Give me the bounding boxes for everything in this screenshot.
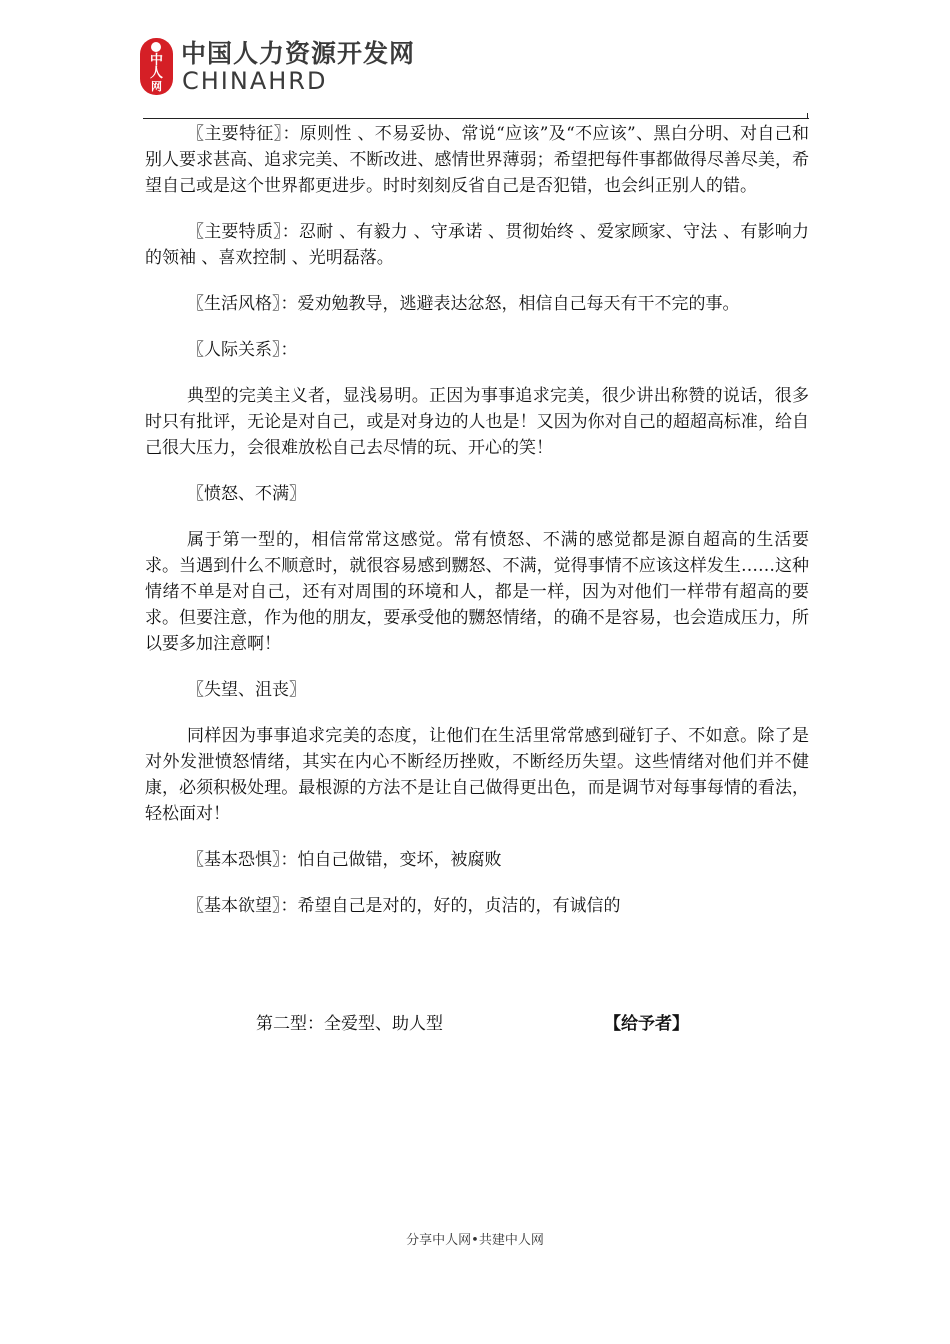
section-role: 【给予者】 bbox=[604, 1014, 689, 1034]
header-rule-tick bbox=[807, 113, 808, 119]
logo-english-name: CHINAHRD bbox=[182, 67, 328, 95]
paragraph-main-traits: 〖主要特质〗：忍耐 、有毅力 、守承诺 、贯彻始终 、爱家顾家、守法 、有影响力的领袖 、喜欢控制 、光明磊落。 bbox=[145, 222, 809, 268]
section-heading bbox=[0, 1011, 950, 1037]
section-title: 第二型：全爱型、助人型 bbox=[256, 1014, 443, 1034]
paragraph-basic-desire: 〖基本欲望〗：希望自己是对的，好的，贞洁的，有诚信的 bbox=[187, 896, 621, 916]
logo-seal bbox=[140, 38, 173, 95]
paragraph-life-style: 〖生活风格〗：爱劝勉教导，逃避表达忿怒，相信自己每天有干不完的事。 bbox=[187, 294, 740, 314]
header-rule bbox=[143, 118, 809, 119]
heading-relationships: 〖人际关系〗： bbox=[187, 340, 298, 360]
paragraph-disappointment: 同样因为事事追求完美的态度，让他们在生活里常常感到碰钉子、不如意。除了是对外发泄愤怒情绪，其实在内心不断经历挫败，不断经历失望。这些情绪对他们并不健康，必须积极处理。最根源的方法不是让自己做得更出色，而是调节对每事每情的看法，轻松面对！ bbox=[145, 726, 809, 824]
paragraph-main-features: 〖主要特征〗：原则性 、不易妥协、常说“应该”及“不应该”、黑白分明、对自己和别人要求甚高、追求完美、不断改进、感情世界薄弱；希望把每件事都做得尽善尽美，希望自己或是这个世界都更进步。时时刻刻反省自己是否犯错，也会纠正别人的错。 bbox=[145, 124, 809, 196]
logo-chinese-name: 中国人力资源开发网 bbox=[181, 39, 416, 68]
document-body bbox=[145, 121, 809, 919]
logo-seal-char: 网 bbox=[151, 80, 162, 93]
heading-disappointment: 〖失望、沮丧〗 bbox=[187, 680, 306, 700]
logo-seal-char: 人 bbox=[149, 66, 163, 81]
paragraph-basic-fear: 〖基本恐惧〗：怕自己做错，变坏，被腐败 bbox=[187, 850, 502, 870]
heading-anger: 〖愤怒、不满〗 bbox=[187, 484, 306, 504]
logo-seal-dot bbox=[151, 42, 161, 52]
page-footer: 分享中人网•共建中人网 bbox=[406, 1233, 544, 1248]
logo-seal-char: 中 bbox=[149, 53, 163, 68]
paragraph-relationships: 典型的完美主义者，显浅易明。正因为事事追求完美，很少讲出称赞的说话，很多时只有批评，无论是对自己，或是对身边的人也是！又因为你对自己的超超高标准，给自己很大压力，会很难放松自己去尽情的玩、开心的笑！ bbox=[145, 386, 809, 458]
paragraph-anger: 属于第一型的，相信常常这感觉。常有愤怒、不满的感觉都是源自超高的生活要求。当遇到什么不顺意时，就很容易感到嬲怒、不满，觉得事情不应该这样发生……这种情绪不单是对自己，还有对周围的环境和人，都是一样，因为对他们一样带有超高的要求。但要注意，作为他的朋友，要承受他的嬲怒情绪，的确不是容易，也会造成压力，所以要多加注意啊！ bbox=[145, 530, 809, 654]
